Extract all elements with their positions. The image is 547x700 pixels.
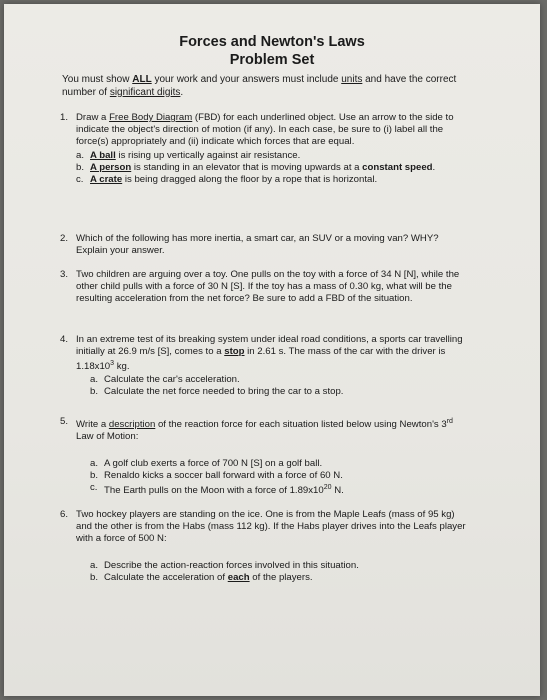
question-1 (60, 112, 471, 186)
question-4: 4. In an extreme test of its breaking system under ideal road conditions, a sports car travelling initially at 26.9 m/s [S], comes to a stop in 2.61 s. The mass of the car with the driver is $1.18x10^3$ kg. a. Calculate the car's acceleration. b. Calculate the net force needed to bring the car to a stop. (76, 334, 471, 398)
question-text: Draw a Free Body Diagram (FBD) for each underlined object. Use an arrow to the side to indicate the object's direction of motion (if any). In each case, be sure to (i) label all the force(s) appropriately and (ii) indicate which forces that are equal. (76, 112, 454, 148)
list-item: b. A person is standing in an elevator that is moving upwards at a constant speed. (76, 161, 436, 173)
list-item: a. A golf club exerts a force of 700 N [S] on a golf ball. (90, 457, 323, 469)
worksheet-page (4, 4, 540, 696)
question-3: 3. Two children are arguing over a toy. One pulls on the toy with a force of 34 N [N], while the other child pulls with a force of 30 N [S]. If the toy has a mass of 0.30 kg, what will be the resulting acceleration from the net force? Be sure to add a FBD of the situation. (76, 269, 471, 306)
question-number: 1. (60, 112, 69, 123)
list-item: b. Calculate the acceleration of each of the players. (90, 571, 313, 583)
page-subtitle: Problem Set (229, 52, 315, 68)
question-5: 5. Write a description of the reaction force for each situation listed below using Newton's 3rd Law of Motion: a. A golf club exerts a force of 700 N [S] on a golf ball. b. Renaldo kicks a soccer ball forward with a force of 60 N. c. The Earth pulls on the Moon with a force of $1.89x10^{20}$ N. (76, 416, 471, 497)
list-item: c. A crate is being dragged along the floor by a rope that is horizontal. (76, 174, 378, 186)
question-text: Which of the following has more inertia, a smart car, an SUV or a moving van? WHY? Explain your answer. (76, 233, 439, 257)
list-item: c. The Earth pulls on the Moon with a force of $1.89x10^{20}$ N. (90, 482, 344, 497)
question-text: Two hockey players are standing on the ice. One is from the Maple Leafs (mass of 95 kg) and the other is from the Habs (mass 112 kg). If the Habs player drives into the Leafs player with a force of 500 N: (76, 509, 466, 545)
list-item: a. Describe the action-reaction forces involved in this situation. (90, 559, 359, 571)
list-item: b. Renaldo kicks a soccer ball forward with a force of 60 N. (90, 469, 343, 481)
question-text: Write a description of the reaction force for each situation listed below using Newton's 3rd Law of Motion: (76, 418, 453, 443)
list-item: b. Calculate the net force needed to bring the car to a stop. (90, 386, 344, 397)
question-text: Two children are arguing over a toy. One pulls on the toy with a force of 34 N [N], while the other child pulls with a force of 30 N [S]. If the toy has a mass of 0.30 kg, what will be the resulting acceleration from the net force? Be sure to add a FBD of the situation. (76, 269, 460, 305)
question-text: In an extreme test of its breaking system under ideal road conditions, a sports car travelling initially at 26.9 m/s [S], comes to a stop in 2.61 s. The mass of the car with the driver is $1.18x10^3$ kg. (76, 334, 463, 373)
instructions: You must show ALL your work and your answers must include units and have the correct number of significant digits. (62, 74, 457, 98)
page-title: Forces and Newton's Laws (179, 34, 365, 50)
question-6: 6. Two hockey players are standing on the ice. One is from the Maple Leafs (mass of 95 kg) and the other is from the Habs (mass 112 kg). If the Habs player drives into the Leafs player with a force of 500 N: a. Describe the action-reaction forces involved in this situation. b. Calculate the acceleration of each of the players. (76, 509, 471, 584)
list-item: a. Calculate the car's acceleration. (90, 373, 240, 385)
list-item: a. A ball is rising up vertically against air resistance. (76, 149, 301, 161)
question-2: 2. Which of the following has more inertia, a smart car, an SUV or a moving van? WHY? Explain your answer. (76, 233, 471, 257)
